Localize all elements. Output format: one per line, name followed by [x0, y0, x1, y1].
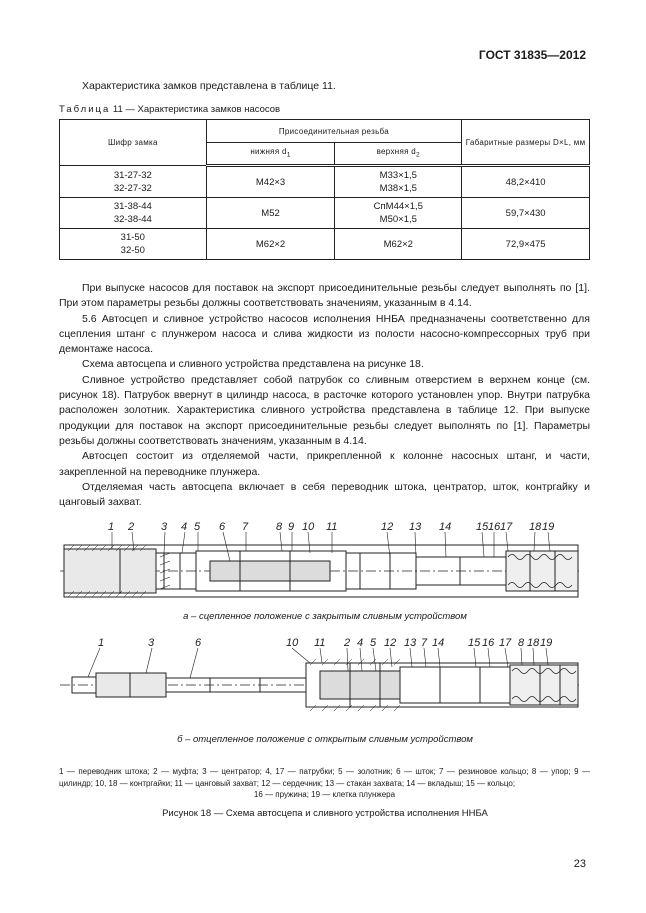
legend-text: 1 — переводник штока; 2 — муфта; 3 — центратор; 4, 17 — патрубки; 5 — золотник; 6 — шток; 7 — резиновое кольцо; 8 — упор; 9 — цилиндр; 10, 18 — контргайки; 11 — цанговый захват; 12 — сердечник; 13 — стакан захвата; 14 — вкладыш; 15 — кольцо;	[59, 767, 590, 788]
paragraph: Отделяемая часть автосцепа включает в себя переводник штока, центратор, шток, контргайку и цанговый захват.	[59, 480, 590, 509]
cell-lower: М52	[206, 198, 335, 229]
callout-label: 1	[108, 521, 115, 533]
caption-a-text: – сцепленное положение с закрытым сливным устройством	[188, 611, 467, 622]
figure-caption-a	[60, 611, 590, 622]
header-code: Шифр замка	[60, 120, 207, 166]
header-thread: Присоединительная резьба	[206, 120, 462, 143]
callout-label: 16	[482, 637, 495, 649]
header-dims-text: Габаритные размеры D×L, мм	[465, 137, 586, 147]
header-upper-label: верхняя d	[376, 147, 417, 157]
assembly-view-b	[60, 648, 582, 711]
figure-legend	[59, 766, 590, 801]
code-line: 31-27-32	[113, 169, 152, 181]
callout-label: 15	[468, 637, 481, 649]
callout-label: 19	[542, 521, 555, 533]
callout-label: 3	[161, 521, 168, 533]
callout-label: 13	[404, 637, 417, 649]
callout-label: 17	[499, 637, 512, 649]
callout-label: 12	[384, 637, 397, 649]
header-dims	[462, 120, 590, 166]
code-line: 32-50	[120, 245, 145, 256]
cell-lower: М62×2	[206, 229, 335, 260]
legend-text-end: 16 — пружина; 19 — клетка плунжера	[253, 790, 396, 799]
callout-label: 18	[527, 637, 540, 649]
intro-text: Характеристика замков представлена в таблице 11.	[82, 80, 336, 92]
header-upper-sub: 2	[416, 151, 421, 159]
standard-header: ГОСТ 31835—2012	[478, 48, 586, 62]
locks-table	[59, 119, 590, 260]
callout-label: 6	[195, 637, 202, 649]
page-number: 23	[573, 858, 586, 870]
callout-label: 2	[344, 637, 351, 649]
callout-label: 8	[276, 521, 283, 533]
paragraph: Схема автосцепа и сливного устройства представлена на рисунке 18.	[82, 358, 424, 371]
upper-line: М38×1,5	[379, 183, 417, 194]
paragraph: При выпуске насосов для поставок на экспорт присоединительные резьбы следует выполнять по [1]. При этом параметры резьбы должны соответствовать значениям, указанным в 4.14.	[59, 282, 590, 310]
figure-title: Рисунок 18 — Схема автосцепа и сливного устройства исполнения ННБА	[162, 808, 488, 819]
cell-dims: 48,2×410	[462, 166, 590, 198]
cell-upper: М62×2	[335, 229, 462, 260]
callout-label: 2	[128, 521, 135, 533]
assembly-view-a	[60, 532, 582, 597]
table-row	[60, 166, 590, 198]
callout-label: 5	[194, 521, 201, 533]
callout-label: 4	[181, 521, 188, 533]
header-upper	[335, 143, 462, 166]
figure-18-drawing	[60, 515, 590, 760]
cell-code	[60, 198, 207, 229]
code-line: 31-50	[120, 232, 145, 243]
callout-label: 7	[421, 637, 428, 649]
callout-label: 15	[476, 521, 489, 533]
table-caption-title: 11 — Характеристика замков насосов	[110, 104, 281, 115]
code-line: 32-38-44	[113, 214, 152, 225]
figure-caption-b	[60, 734, 590, 745]
cell-upper	[335, 198, 462, 229]
callout-label: 1	[98, 637, 105, 649]
callout-label: 14	[432, 637, 445, 649]
table-row	[60, 229, 590, 260]
callout-label: 10	[302, 521, 315, 533]
table-caption	[59, 104, 280, 115]
paragraph: 5.6 Автосцеп и сливное устройство насосов исполнения ННБА предназначены соответственно для сцепления штанг с плунжером насоса и слива жидкости из полости насосно-компрессорных труб при демонтаже насоса.	[59, 312, 590, 356]
callout-label: 5	[370, 637, 377, 649]
callout-label: 6	[219, 521, 226, 533]
header-lower-label: нижняя d	[250, 147, 287, 157]
callout-label: 11	[326, 521, 338, 533]
callout-label: 12	[381, 521, 394, 533]
upper-line: М50×1,5	[379, 214, 417, 225]
upper-line: СпМ44×1,5	[373, 201, 423, 212]
callout-label: 10	[286, 637, 299, 649]
caption-a-prefix: а	[183, 611, 189, 622]
table-caption-label: Таблица	[59, 104, 111, 115]
header-lower	[206, 143, 335, 166]
callout-label: 17	[500, 521, 513, 533]
code-line: 31-38-44	[113, 201, 152, 212]
paragraph: Автосцеп состоит из отделяемой части, прикрепленной к колонне насосных штанг, и части, закрепленной на переводнике плунжера.	[59, 450, 590, 478]
header-lower-sub: 1	[286, 151, 291, 159]
callout-label: 9	[288, 521, 295, 533]
callout-label: 19	[540, 637, 553, 649]
upper-line: М33×1,5	[379, 170, 417, 181]
callout-label: 7	[242, 521, 249, 533]
cell-code	[60, 166, 207, 198]
code-line: 32-27-32	[113, 182, 152, 194]
cell-dims: 59,7×430	[462, 198, 590, 229]
callout-label: 18	[529, 521, 542, 533]
table-row	[60, 198, 590, 229]
paragraph: Сливное устройство представляет собой патрубок со сливным отверстием в верхнем конце (см. рисунок 18). Патрубок ввернут в цилиндр насоса, в расточке которого установлен упор. Внутри патрубка расположен золотник. Характеристика сливного устройства представлена в таблице 12. При выпуске продукции для поставок на экспорт присоединительные резьбы следует выполнять по [1]. Параметры резьбы должны соответствовать значениям, указанным в 4.14.	[59, 373, 590, 447]
cell-code	[60, 229, 207, 260]
cell-upper	[335, 166, 462, 198]
cell-dims: 72,9×475	[462, 229, 590, 260]
callout-label: 3	[148, 637, 155, 649]
callout-label: 14	[439, 521, 452, 533]
callout-label: 16	[488, 521, 501, 533]
callout-label: 11	[314, 637, 326, 649]
caption-b-prefix: б	[177, 734, 183, 745]
cell-lower: М42×3	[206, 166, 335, 198]
body-text	[59, 281, 590, 510]
caption-b-text: – отцепленное положение с открытым сливным устройством	[182, 734, 473, 745]
callout-label: 13	[409, 521, 422, 533]
callout-label: 8	[518, 637, 525, 649]
callout-label: 4	[357, 637, 364, 649]
